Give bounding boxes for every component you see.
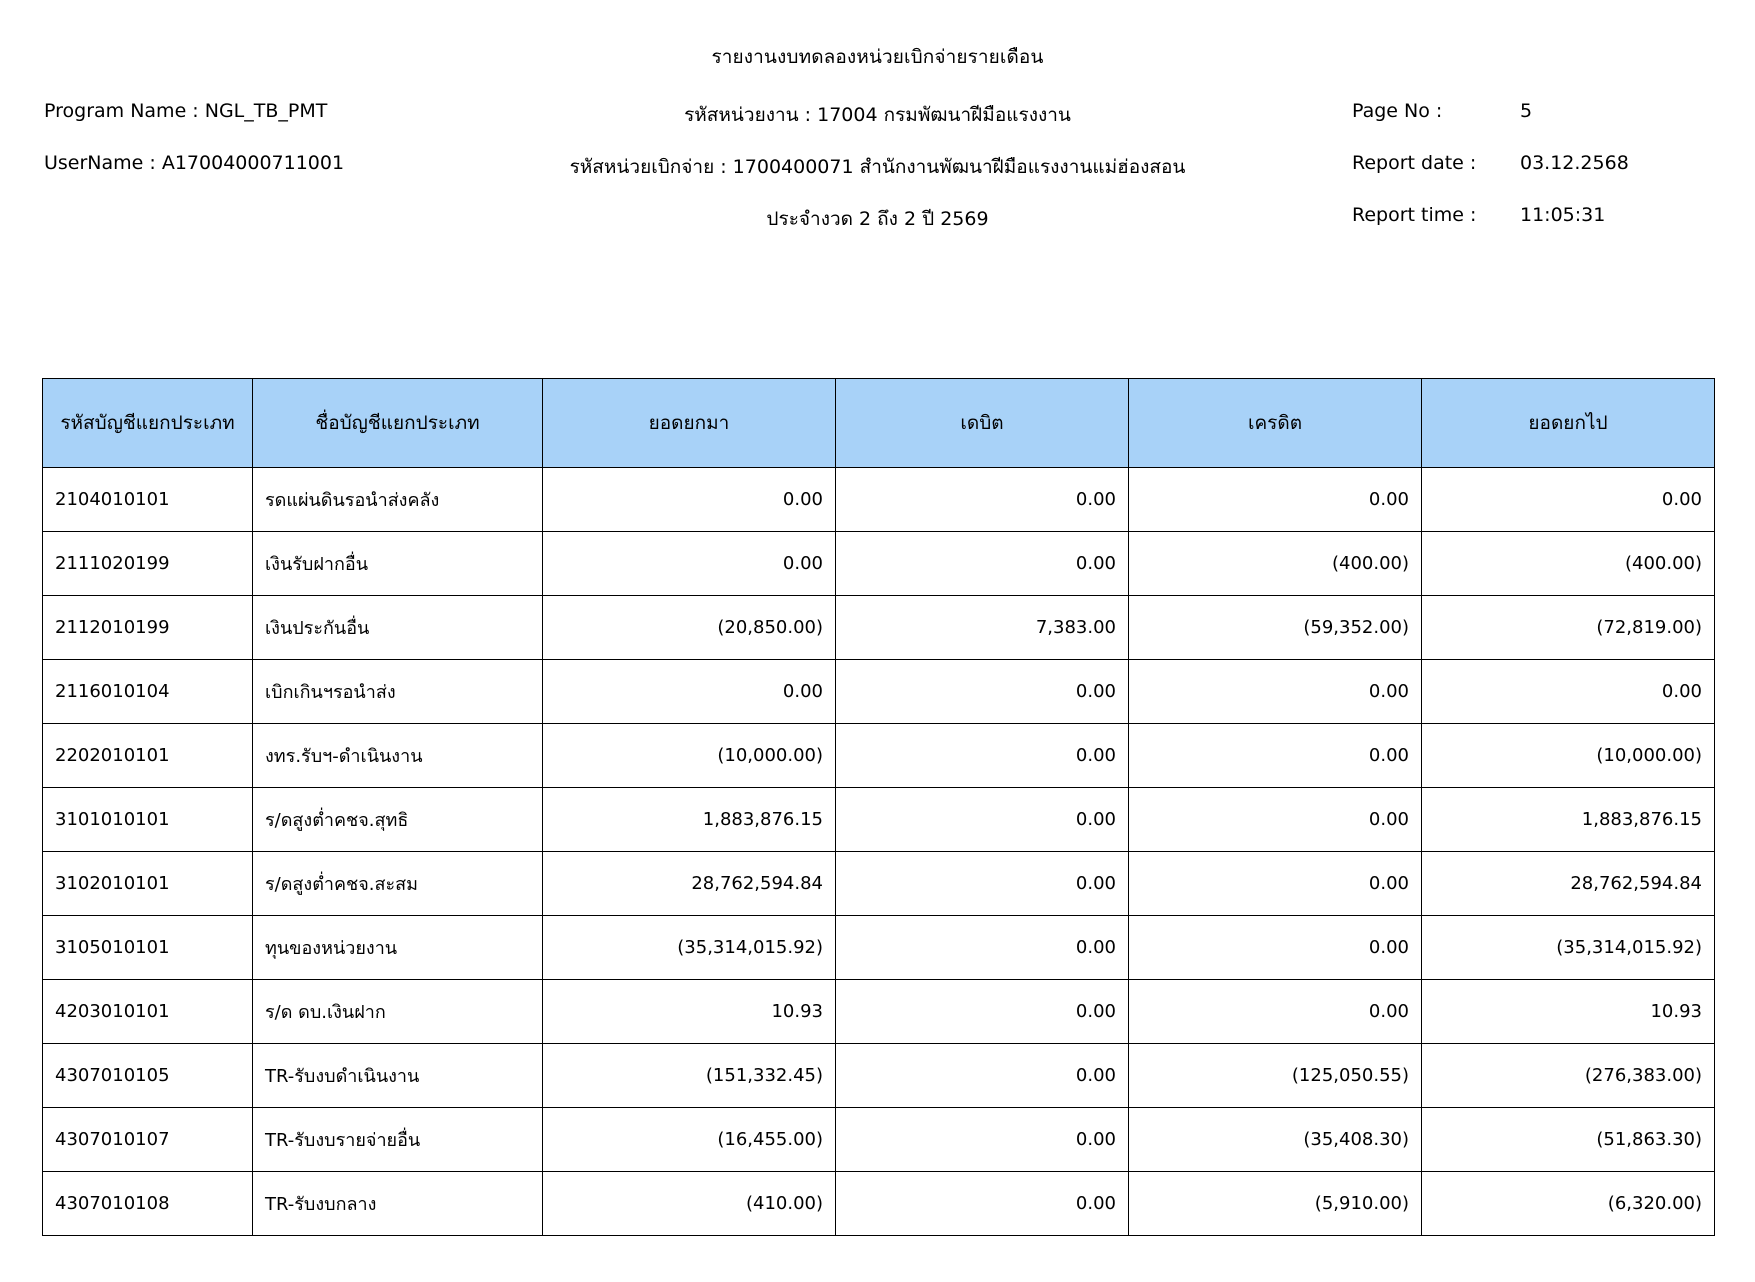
- program-name: Program Name : NGL_TB_PMT: [44, 100, 328, 122]
- column-header-closing-balance: ยอดยกไป: [1422, 379, 1715, 468]
- report-date-value: 03.12.2568: [1520, 152, 1629, 174]
- cell-opening-balance: 0.00: [543, 660, 836, 724]
- cell-account-code: 4307010105: [43, 1044, 253, 1108]
- cell-account-code: 2111020199: [43, 532, 253, 596]
- cell-closing-balance: 0.00: [1422, 468, 1715, 532]
- cell-account-code: 3102010101: [43, 852, 253, 916]
- cell-opening-balance: (16,455.00): [543, 1108, 836, 1172]
- cell-opening-balance: 28,762,594.84: [543, 852, 836, 916]
- column-header-account-code: รหัสบัญชีแยกประเภท: [43, 379, 253, 468]
- cell-account-name: ร/ดสูงต่ำคชจ.สะสม: [253, 852, 543, 916]
- table-row: [43, 788, 1715, 852]
- cell-closing-balance: 28,762,594.84: [1422, 852, 1715, 916]
- cell-closing-balance: 10.93: [1422, 980, 1715, 1044]
- cell-credit: 0.00: [1129, 852, 1422, 916]
- cell-account-code: 4203010101: [43, 980, 253, 1044]
- cell-closing-balance: (10,000.00): [1422, 724, 1715, 788]
- column-header-account-name: ชื่อบัญชีแยกประเภท: [253, 379, 543, 468]
- cell-closing-balance: (6,320.00): [1422, 1172, 1715, 1236]
- table-body: [43, 468, 1715, 1236]
- page-no-value: 5: [1520, 100, 1533, 122]
- table-row: [43, 468, 1715, 532]
- cell-debit: 0.00: [836, 788, 1129, 852]
- column-header-debit: เดบิต: [836, 379, 1129, 468]
- cell-credit: 0.00: [1129, 724, 1422, 788]
- cell-debit: 0.00: [836, 468, 1129, 532]
- column-header-credit: เครดิต: [1129, 379, 1422, 468]
- page-no-label: Page No :: [1352, 100, 1443, 122]
- cell-opening-balance: (151,332.45): [543, 1044, 836, 1108]
- column-header-opening-balance: ยอดยกมา: [543, 379, 836, 468]
- report-meta: [0, 100, 1755, 250]
- cell-credit: 0.00: [1129, 980, 1422, 1044]
- meta-row-2: [0, 152, 1755, 204]
- cell-credit: (125,050.55): [1129, 1044, 1422, 1108]
- cell-account-code: 2112010199: [43, 596, 253, 660]
- period-label: ประจำงวด 2 ถึง 2 ปี 2569: [766, 208, 989, 230]
- report-time-value: 11:05:31: [1520, 204, 1606, 226]
- cell-account-name: TR-รับงบกลาง: [253, 1172, 543, 1236]
- cell-debit: 7,383.00: [836, 596, 1129, 660]
- cell-credit: 0.00: [1129, 660, 1422, 724]
- cell-closing-balance: 1,883,876.15: [1422, 788, 1715, 852]
- cell-account-code: 4307010107: [43, 1108, 253, 1172]
- cell-credit: 0.00: [1129, 788, 1422, 852]
- cell-closing-balance: 0.00: [1422, 660, 1715, 724]
- cell-credit: (5,910.00): [1129, 1172, 1422, 1236]
- cell-account-code: 3101010101: [43, 788, 253, 852]
- cell-closing-balance: (51,863.30): [1422, 1108, 1715, 1172]
- cell-account-name: รดแผ่นดินรอนำส่งคลัง: [253, 468, 543, 532]
- cell-credit: (35,408.30): [1129, 1108, 1422, 1172]
- cell-debit: 0.00: [836, 916, 1129, 980]
- cell-credit: 0.00: [1129, 468, 1422, 532]
- cell-opening-balance: (10,000.00): [543, 724, 836, 788]
- cell-account-name: ร/ดสูงต่ำคชจ.สุทธิ: [253, 788, 543, 852]
- cell-debit: 0.00: [836, 724, 1129, 788]
- report-date-label: Report date :: [1352, 152, 1477, 174]
- table-row: [43, 852, 1715, 916]
- cell-debit: 0.00: [836, 980, 1129, 1044]
- cell-debit: 0.00: [836, 660, 1129, 724]
- cell-account-code: 2116010104: [43, 660, 253, 724]
- table-row: [43, 980, 1715, 1044]
- payment-unit-code: รหัสหน่วยเบิกจ่าย : 1700400071 สำนักงานพัฒนาฝีมือแรงงานแม่ฮ่องสอน: [569, 156, 1186, 178]
- meta-row-1: [0, 100, 1755, 152]
- trial-balance-table: [42, 378, 1715, 1236]
- cell-opening-balance: 1,883,876.15: [543, 788, 836, 852]
- cell-debit: 0.00: [836, 532, 1129, 596]
- page-title: รายงานงบทดลองหน่วยเบิกจ่ายรายเดือน: [711, 46, 1044, 68]
- cell-closing-balance: (400.00): [1422, 532, 1715, 596]
- table-row: [43, 1172, 1715, 1236]
- cell-closing-balance: (72,819.00): [1422, 596, 1715, 660]
- cell-account-name: TR-รับงบรายจ่ายอื่น: [253, 1108, 543, 1172]
- cell-closing-balance: (276,383.00): [1422, 1044, 1715, 1108]
- cell-account-name: ทุนของหน่วยงาน: [253, 916, 543, 980]
- cell-debit: 0.00: [836, 1172, 1129, 1236]
- cell-closing-balance: (35,314,015.92): [1422, 916, 1715, 980]
- cell-debit: 0.00: [836, 1044, 1129, 1108]
- cell-account-code: 2202010101: [43, 724, 253, 788]
- agency-code: รหัสหน่วยงาน : 17004 กรมพัฒนาฝีมือแรงงาน: [684, 104, 1071, 126]
- table-row: [43, 724, 1715, 788]
- cell-account-name: เงินรับฝากอื่น: [253, 532, 543, 596]
- cell-account-name: TR-รับงบดำเนินงาน: [253, 1044, 543, 1108]
- table-row: [43, 660, 1715, 724]
- meta-row-3: [0, 204, 1755, 256]
- table-row: [43, 1108, 1715, 1172]
- cell-opening-balance: 10.93: [543, 980, 836, 1044]
- table-row: [43, 532, 1715, 596]
- table-row: [43, 916, 1715, 980]
- cell-credit: (400.00): [1129, 532, 1422, 596]
- report-page: [0, 42, 1755, 1282]
- cell-account-name: เงินประกันอื่น: [253, 596, 543, 660]
- cell-opening-balance: 0.00: [543, 468, 836, 532]
- cell-account-name: งทร.รับฯ-ดำเนินงาน: [253, 724, 543, 788]
- cell-account-name: เบิกเกินฯรอนำส่ง: [253, 660, 543, 724]
- cell-debit: 0.00: [836, 1108, 1129, 1172]
- table-row: [43, 596, 1715, 660]
- table-row: [43, 1044, 1715, 1108]
- cell-account-name: ร/ด ดบ.เงินฝาก: [253, 980, 543, 1044]
- cell-account-code: 4307010108: [43, 1172, 253, 1236]
- cell-debit: 0.00: [836, 852, 1129, 916]
- cell-account-code: 2104010101: [43, 468, 253, 532]
- user-name: UserName : A17004000711001: [44, 152, 345, 174]
- cell-opening-balance: 0.00: [543, 532, 836, 596]
- cell-credit: (59,352.00): [1129, 596, 1422, 660]
- report-time-label: Report time :: [1352, 204, 1477, 226]
- table-header-row: [43, 379, 1715, 468]
- cell-credit: 0.00: [1129, 916, 1422, 980]
- cell-account-code: 3105010101: [43, 916, 253, 980]
- cell-opening-balance: (20,850.00): [543, 596, 836, 660]
- cell-opening-balance: (410.00): [543, 1172, 836, 1236]
- cell-opening-balance: (35,314,015.92): [543, 916, 836, 980]
